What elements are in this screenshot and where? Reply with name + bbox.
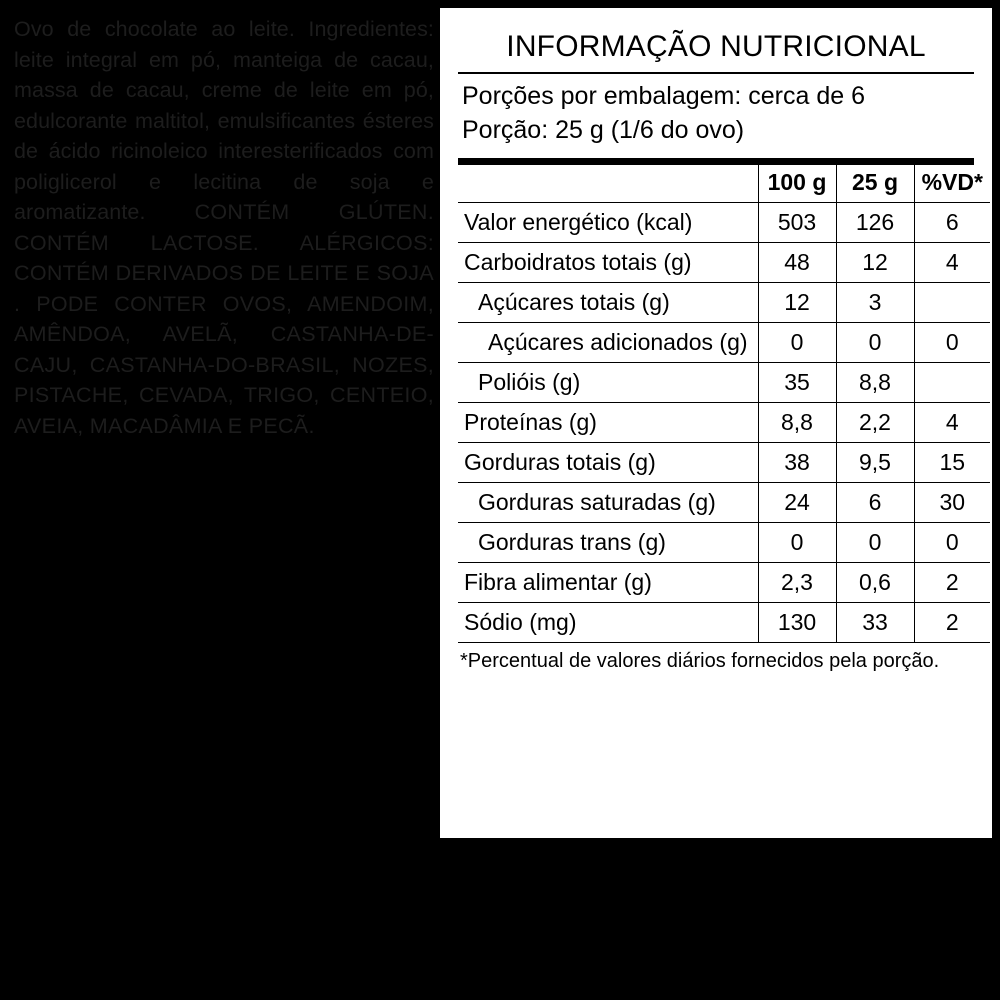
value-100g: 0: [758, 523, 836, 563]
value-vd: 2: [914, 563, 990, 603]
servings-per-package: Porções por embalagem: cerca de 6: [462, 82, 865, 110]
value-vd: 6: [914, 203, 990, 243]
table-row: [458, 203, 990, 243]
table-row: [458, 483, 990, 523]
nutrition-table: [458, 165, 990, 643]
value-25g: 0,6: [836, 563, 914, 603]
nutrient-label: Fibra alimentar (g): [458, 563, 758, 603]
nutrient-label: Proteínas (g): [458, 403, 758, 443]
table-row: [458, 523, 990, 563]
nutrition-facts-panel: [440, 8, 992, 838]
nutrition-footnote: *Percentual de valores diários fornecidos pela porção.: [460, 650, 940, 672]
value-vd: 0: [914, 323, 990, 363]
value-100g: 2,3: [758, 563, 836, 603]
value-100g: 24: [758, 483, 836, 523]
table-row: [458, 283, 990, 323]
table-row: [458, 563, 990, 603]
table-row: [458, 323, 990, 363]
table-header: [458, 165, 990, 203]
table-row: [458, 363, 990, 403]
value-100g: 130: [758, 603, 836, 643]
nutrient-label: Gorduras saturadas (g): [458, 483, 758, 523]
header-divider: [458, 158, 974, 165]
value-25g: 6: [836, 483, 914, 523]
value-25g: 3: [836, 283, 914, 323]
value-100g: 503: [758, 203, 836, 243]
table-header-row: [458, 165, 990, 203]
table-row: [458, 403, 990, 443]
value-vd: [914, 363, 990, 403]
value-100g: 12: [758, 283, 836, 323]
column-header-100g: 100 g: [758, 165, 836, 203]
nutrient-label: Carboidratos totais (g): [458, 243, 758, 283]
ingredients-text: Ovo de chocolate ao leite. Ingredientes: leite integral em pó, manteiga de cacau, massa de cacau, creme de leite em pó, edulcorante maltitol, emulsificantes ésteres de ácido ricinoleico interesterificados com poliglicerol e lecitina de soja e aromatizante.: [14, 17, 434, 225]
value-25g: 9,5: [836, 443, 914, 483]
nutrient-label: Açúcares totais (g): [458, 283, 758, 323]
nutrient-label: Gorduras trans (g): [458, 523, 758, 563]
nutrient-label: Sódio (mg): [458, 603, 758, 643]
value-vd: 4: [914, 243, 990, 283]
ingredients-block: [14, 14, 434, 441]
nutrient-label: Polióis (g): [458, 363, 758, 403]
value-vd: 0: [914, 523, 990, 563]
serving-size: Porção: 25 g (1/6 do ovo): [462, 116, 745, 144]
nutrient-label: Valor energético (kcal): [458, 203, 758, 243]
title-divider: [458, 72, 974, 74]
table-row: [458, 443, 990, 483]
value-25g: 12: [836, 243, 914, 283]
value-vd: [914, 283, 990, 323]
value-vd: 2: [914, 603, 990, 643]
value-25g: 0: [836, 323, 914, 363]
value-25g: 126: [836, 203, 914, 243]
allergens-text: CONTÉM GLÚTEN. CONTÉM LACTOSE. ALÉRGICOS: CONTÉM DERIVADOS DE LEITE E SOJA . PODE CONTER OVOS, AMENDOIM, AMÊNDOA, AVELÃ, CASTANHA-DE-CAJU, CASTANHA-DO-BRASIL, NOZES, PISTACHE, CEVADA, TRIGO, CENTEIO, AVEIA, MACADÂMIA E PECÃ.: [14, 200, 434, 438]
value-25g: 8,8: [836, 363, 914, 403]
value-100g: 8,8: [758, 403, 836, 443]
value-25g: 0: [836, 523, 914, 563]
nutrient-label: Gorduras totais (g): [458, 443, 758, 483]
value-100g: 0: [758, 323, 836, 363]
value-vd: 15: [914, 443, 990, 483]
value-vd: 30: [914, 483, 990, 523]
value-100g: 38: [758, 443, 836, 483]
column-header-25g: 25 g: [836, 165, 914, 203]
column-header-vd: %VD*: [914, 165, 990, 203]
value-vd: 4: [914, 403, 990, 443]
value-100g: 48: [758, 243, 836, 283]
table-row: [458, 603, 990, 643]
value-100g: 35: [758, 363, 836, 403]
nutrient-label: Açúcares adicionados (g): [458, 323, 758, 363]
table-body: [458, 203, 990, 643]
column-header-label: [458, 165, 758, 203]
nutrition-title: INFORMAÇÃO NUTRICIONAL: [506, 30, 926, 63]
table-row: [458, 243, 990, 283]
value-25g: 33: [836, 603, 914, 643]
value-25g: 2,2: [836, 403, 914, 443]
